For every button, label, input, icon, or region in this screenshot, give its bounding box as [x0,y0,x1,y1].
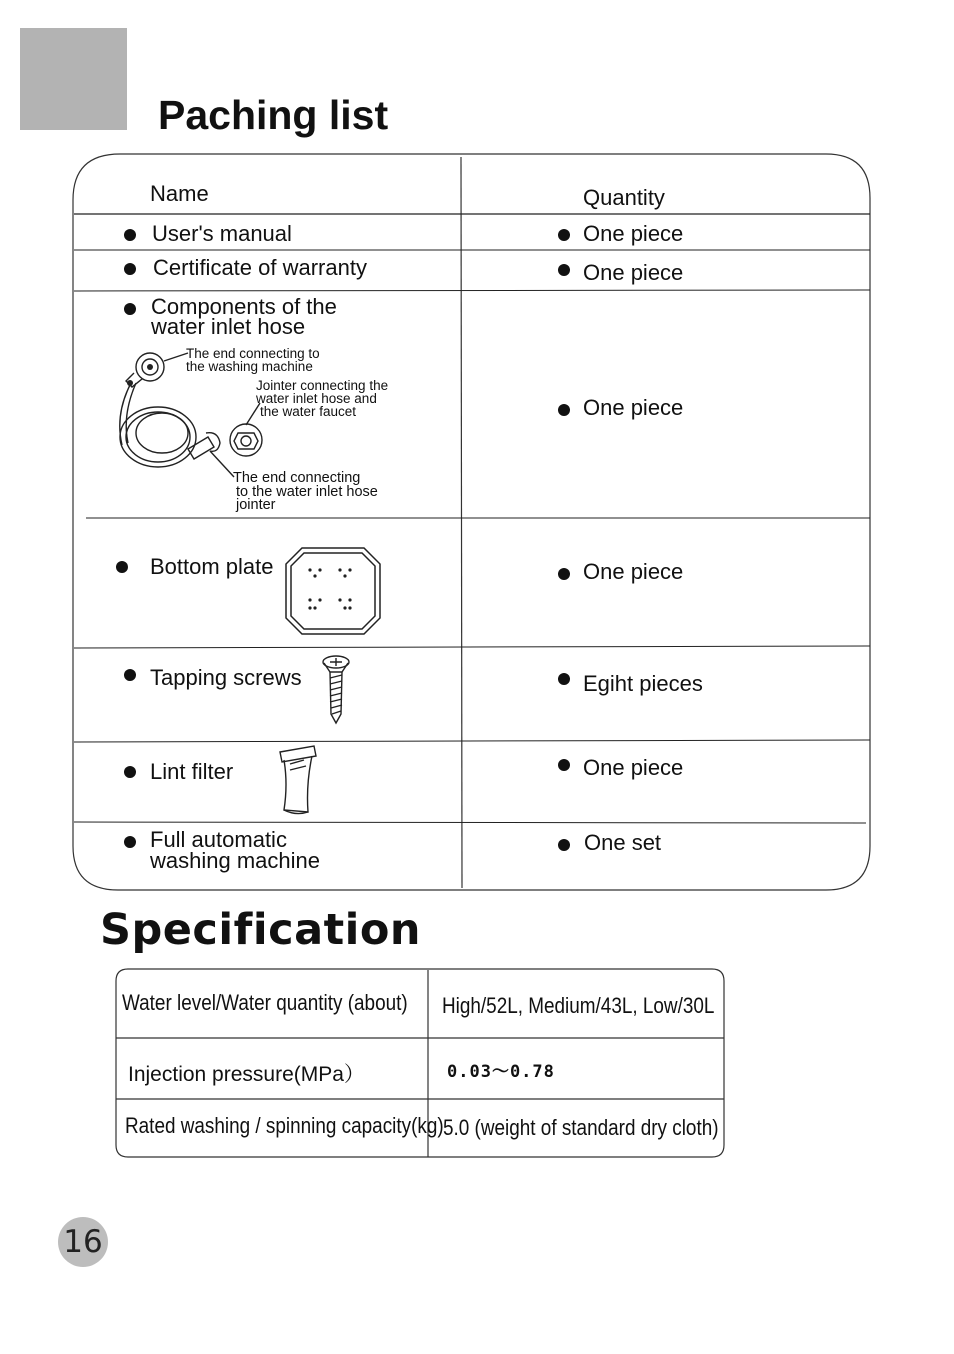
header-name: Name [150,181,209,206]
item-quantity: One piece [583,559,684,584]
packing-list-title: Paching list [158,92,389,138]
callout-jointer-3: the water faucet [260,404,357,419]
page-number: 16 [58,1217,108,1267]
callout-hose-end-2: to the water inlet hose [236,484,378,500]
spec-value: High/52L, Medium/43L, Low/30L [442,993,715,1018]
callout-hose-end-1: The end connecting [233,470,361,486]
item-name: Tapping screws [150,665,302,690]
callout-hose-end-3: jointer [236,497,276,513]
item-name-line1: Components of the [151,294,337,319]
item-quantity: One piece [583,395,684,420]
item-name: Bottom plate [150,554,274,579]
callout-jointer-1: Jointer connecting the [256,378,389,393]
item-name: Certificate of warranty [153,255,367,280]
item-name: User's manual [152,221,292,246]
spec-value: 0.03～0.78 [447,1062,555,1082]
item-quantity: One piece [583,260,684,285]
callout-machine-end-2: the washing machine [186,359,313,374]
header-quantity: Quantity [583,185,665,210]
item-name-line1: Full automatic [150,827,287,852]
item-quantity: Egiht pieces [583,671,703,696]
spec-label: Rated washing / spinning capacity(kg) [125,1113,444,1138]
item-name-line2: washing machine [150,848,320,873]
item-quantity: One set [584,830,662,855]
specification-title: Specification [100,905,422,955]
spec-value: 5.0 (weight of standard dry cloth) [443,1115,719,1140]
item-quantity: One piece [583,221,684,246]
item-quantity: One piece [583,755,684,780]
callout-jointer-2: water inlet hose and [256,391,377,406]
item-name-line2: water inlet hose [151,314,306,339]
item-name: Lint filter [150,759,234,784]
callout-machine-end-1: The end connecting to [186,346,320,361]
spec-label: Water level/Water quantity (about) [122,990,408,1015]
spec-label: Injection pressure(MPa） [128,1063,365,1086]
